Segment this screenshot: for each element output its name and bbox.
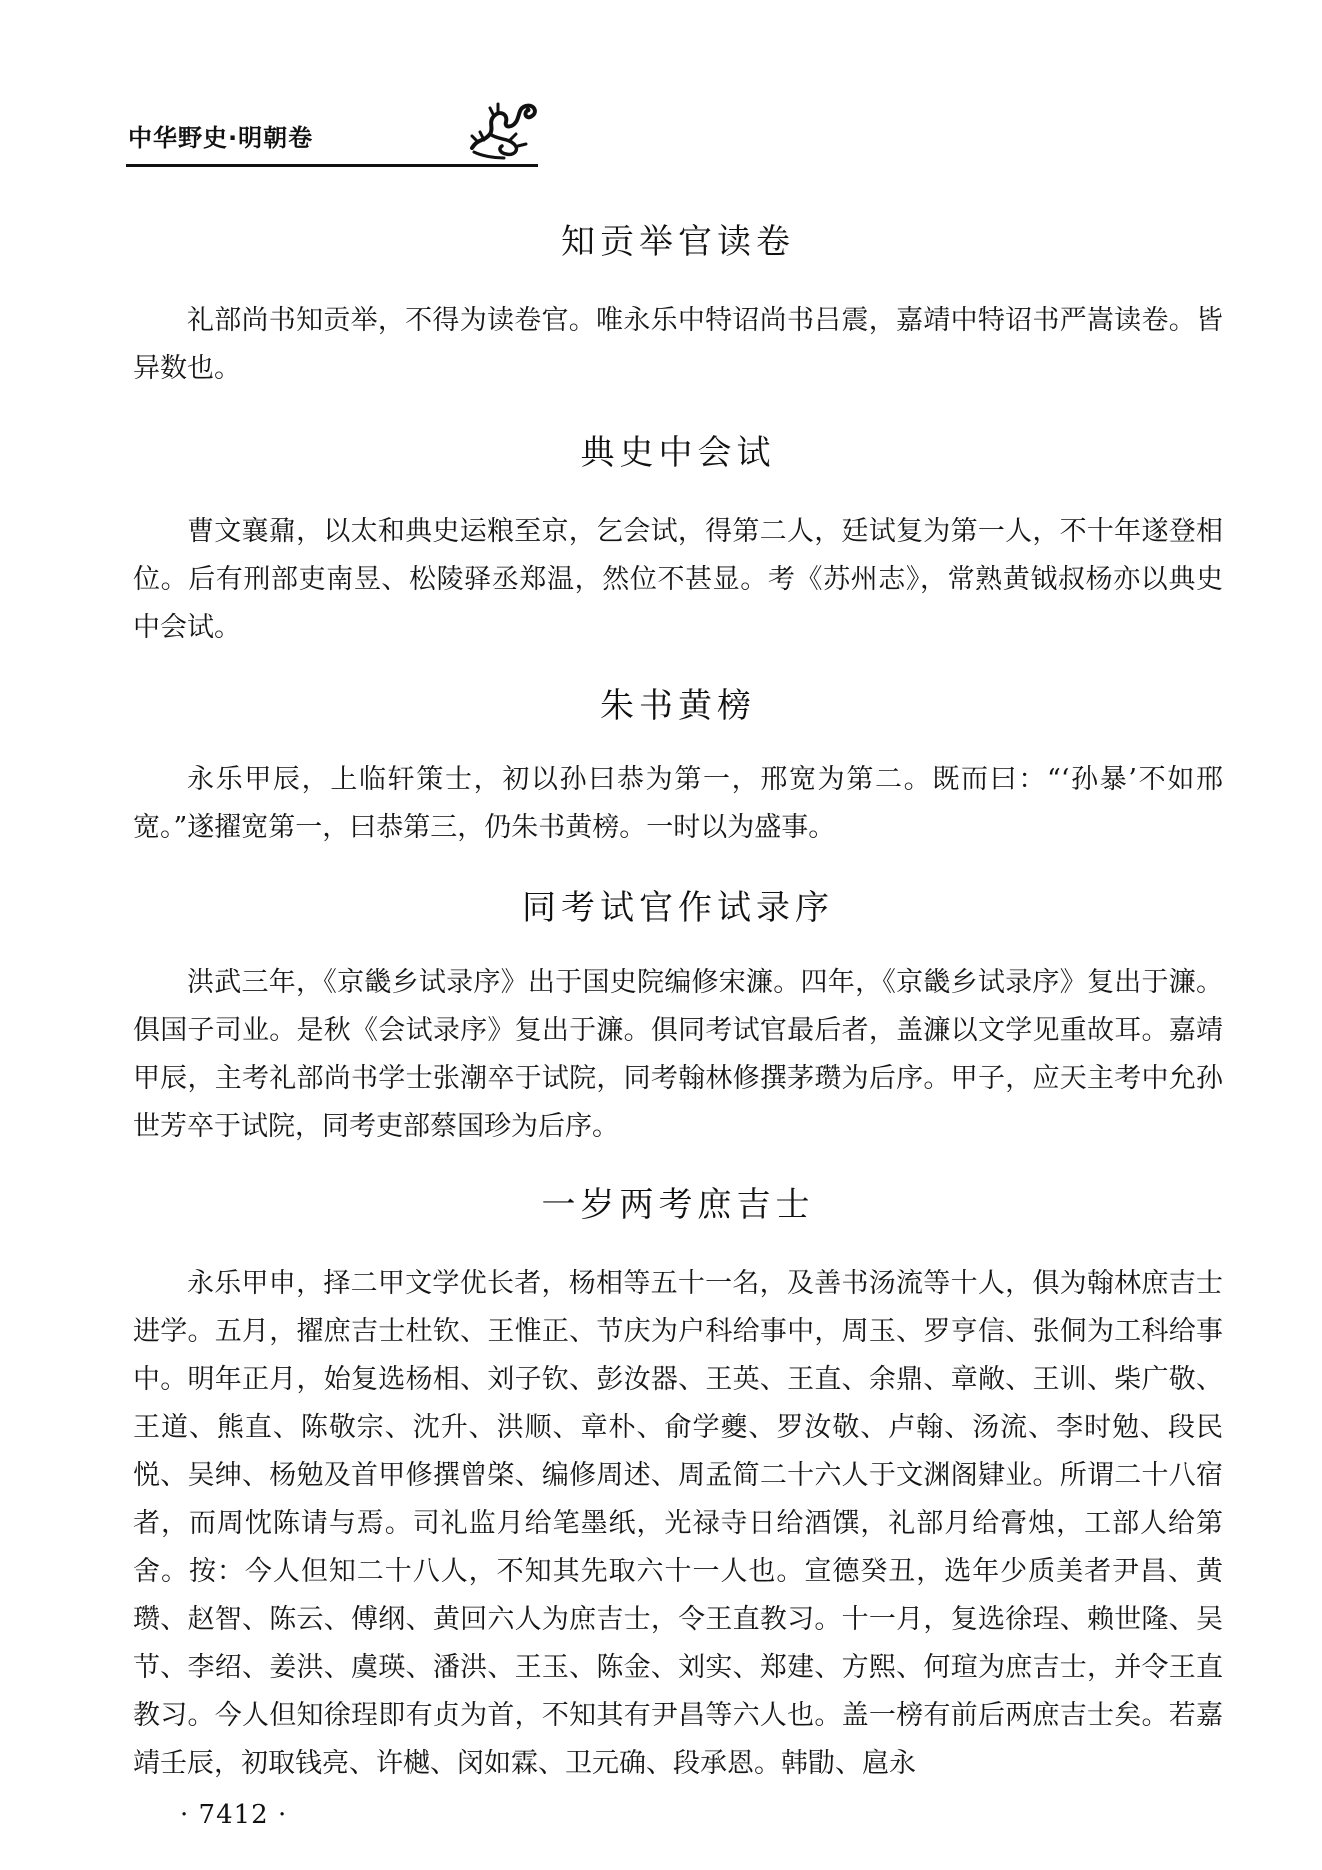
section-body: 永乐甲申，择二甲文学优长者，杨相等五十一名，及善书汤流等十人，俱为翰林庶吉士进学。五月，擢庶吉士杜钦、王惟正、节庆为户科给事中，周玉、罗亨信、张侗为工科给事中。明年正月，始复选杨相、刘子钦、彭汝器、王英、王直、余鼎、章敞、王训、柴广敬、王道、熊直、陈敬宗、沈升、洪顺、章朴、俞学夔、罗汝敬、卢翰、汤流、李时勉、段民悦、吴绅、杨勉及首甲修撰曾棨、编修周述、周孟简二十六人于文渊阁肄业。所谓二十八宿者，而周忱陈请与焉。司礼监月给笔墨纸，光禄寺日给酒馔，礼部月给膏烛，工部人给第舍。按：今人但知二十八人，不知其先取六十一人也。宣德癸丑，选年少质美者尹昌、黄瓒、赵智、陈云、傅纲、黄回六人为庶吉士，令王直教习。十一月，复选徐珵、赖世隆、吴节、李绍、姜洪、虞瑛、潘洪、王玉、陈金、刘实、郑建、方熙、何瑄为庶吉士，并令王直教习。今人但知徐珵即有贞为首，不知其有尹昌等六人也。盖一榜有前后两庶吉士矣。若嘉靖壬辰，初取钱亮、许樾、闵如霖、卫元确、段承恩。韩勖、扈永 xyxy=(133,1267,1223,1779)
section-body: 礼部尚书知贡举，不得为读卷官。唯永乐中特诏尚书吕震，嘉靖中特诏书严嵩读卷。皆异数也。 xyxy=(133,304,1223,384)
section-title: 朱书黄榜 xyxy=(600,685,756,726)
dragon-emblem-icon xyxy=(464,98,544,162)
page-number: · 7412 · xyxy=(180,1800,288,1830)
section-body: 洪武三年，《京畿乡试录序》出于国史院编修宋濂。四年，《京畿乡试录序》复出于濂。俱国子司业。是秋《会试录序》复出于濂。俱同考试官最后者，盖濂以文学见重故耳。嘉靖甲辰，主考礼部尚书学士张潮卒于试院，同考翰林修撰茅瓒为后序。甲子，应天主考中允孙世芳卒于试院，同考吏部蔡国珍为后序。 xyxy=(133,967,1223,1143)
page-content xyxy=(133,208,1223,1788)
section xyxy=(133,1185,1223,1788)
section xyxy=(133,686,1223,853)
section xyxy=(133,433,1223,652)
section xyxy=(133,222,1223,393)
section-title: 知贡举官读卷 xyxy=(561,222,795,262)
section xyxy=(133,888,1223,1151)
running-head: 中华野史·明朝卷 xyxy=(128,124,314,152)
section-title: 典史中会试 xyxy=(580,432,776,473)
section-title: 同考试官作试录序 xyxy=(522,888,834,929)
section-title: 一岁两考庶吉士 xyxy=(541,1185,815,1226)
section-body: 曹文襄鼐，以太和典史运粮至京，乞会试，得第二人，廷试复为第一人，不十年遂登相位。后有刑部吏南昱、松陵驿丞郑温，然位不甚显。考《苏州志》，常熟黄钺叔杨亦以典史中会试。 xyxy=(133,515,1223,643)
section-body: 永乐甲辰，上临轩策士，初以孙曰恭为第一，邢宽为第二。既而曰：“‘孙暴’不如邢宽。”遂擢宽第一，曰恭第三，仍朱书黄榜。一时以为盛事。 xyxy=(133,764,1223,844)
header-rule xyxy=(126,164,538,167)
